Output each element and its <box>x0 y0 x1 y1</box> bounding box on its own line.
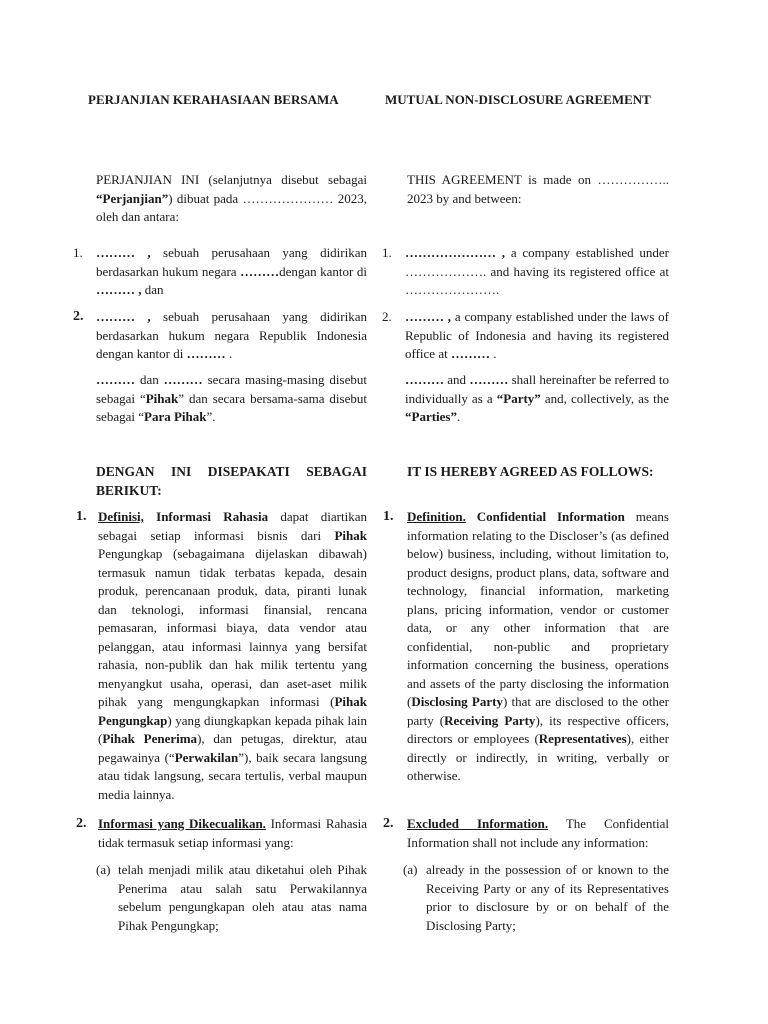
clause-text: ), its respective officers, directors or employees ( <box>407 712 669 746</box>
section-heading: Informasi yang Dikecualikan. <box>98 816 266 831</box>
defined-term: Pihak Penerima <box>102 731 198 746</box>
defined-term: Pihak Pengungkap <box>98 694 367 728</box>
party1-number: 1. <box>382 245 392 260</box>
clause-text: dan <box>141 282 164 297</box>
placeholder-dots: ……… <box>163 372 203 387</box>
clause-text: ), dan petugas, direktur, atau pegawainya (“ <box>98 731 368 765</box>
party1-english <box>405 244 669 300</box>
clause-text: . <box>456 409 461 424</box>
agreed-heading-english: IT IS HEREBY AGREED AS FOLLOWS: <box>407 464 654 479</box>
clause-text: . <box>225 346 233 361</box>
party2-english <box>405 308 669 364</box>
defined-term: Confidential Information <box>465 509 625 524</box>
defined-term: Para Pihak <box>144 409 207 424</box>
clause-text: means information relating to the Discloser’s (as defined below) business, including, without limitation to, product designs, product plans, data, software and technology, financial information, marketing plans, pricing information, vendor or customer data, or any other information that are confidential, non-public and proprietary information concerning the business, operations and assets of the party disclosing the information ( <box>407 509 669 709</box>
excluded-number: 2. <box>76 816 87 831</box>
clause-text: ”. <box>206 409 216 424</box>
section-heading: Excluded Information. <box>407 816 549 831</box>
clause-text: ” dan secara bersama-sama disebut sebagai “ <box>96 390 367 424</box>
clause-text: ”), baik secara langsung atau tidak langsung, secara tertulis, verbal maupun media lainnya. <box>98 749 368 802</box>
clause-text: dengan kantor di <box>279 263 367 279</box>
clause-text: and <box>444 372 470 387</box>
placeholder-dots: ……… , <box>96 309 151 324</box>
clause-text: . <box>489 346 497 361</box>
clause-text: ), either directly or indirectly, in writing, verbally or otherwise. <box>407 731 670 783</box>
excluded-a-indonesian: telah menjadi milik atau diketahui oleh Pihak Penerima atau salah satu Perwakilannya sebelum pengungkapan oleh atau atas nama Pihak Pengungkap; <box>118 862 367 933</box>
excluded-a-english: already in the possession of or known to the Receiving Party or any of its Representatives prior to disclosure by or on behalf of the Disclosing Party; <box>426 862 669 933</box>
clause-text: Informasi Rahasia tidak termasuk setiap informasi yang: <box>98 816 367 850</box>
title-english: MUTUAL NON-DISCLOSURE AGREEMENT <box>385 92 651 107</box>
agreed-heading-indonesian: DENGAN INI DISEPAKATI SEBAGAI BERIKUT: <box>96 464 367 498</box>
party1-indonesian <box>96 244 367 300</box>
clause-text: Pengungkap (sebagaimana dijelaskan dibawah) termasuk namun tidak terbatas kepada, desain produk, perencanaan produk, data, piranti lunak dan teknologi, informasi finansial, rencana pemasaran, informasi biaya, data vendor atau pelanggan, atau informasi lainnya yang bersifat rahasia, non-publik dan hak milik tertentu yang menyangkut usaha, operasi, dan aset-aset milik pihak yang mengungkapkan informasi ( <box>98 546 367 709</box>
section-heading: Definition. <box>407 509 466 524</box>
parties-definition-indonesian <box>96 371 367 427</box>
placeholder-dots: ……… , <box>96 282 142 297</box>
parties-definition-english <box>405 371 669 427</box>
clause-text: sebuah perusahaan yang didirikan berdasarkan hukum negara Republik Indonesia dengan kantor di <box>96 309 368 361</box>
party2-indonesian <box>96 308 367 364</box>
clause-text: shall hereinafter be referred to individually as a <box>405 372 669 406</box>
excluded-number: 2. <box>383 816 394 831</box>
placeholder-dots: ………………… , <box>405 245 506 260</box>
defined-term: Pihak <box>145 390 179 406</box>
placeholder-dots: ……… <box>96 372 135 387</box>
party2-number: 2. <box>73 309 84 324</box>
intro-text: PERJANJIAN INI (selanjutnya disebut sebagai <box>96 172 367 187</box>
party2-number: 2. <box>382 309 392 324</box>
intro-term: “Perjanjian” <box>96 190 169 206</box>
placeholder-dots: ……… <box>450 346 490 361</box>
clause-text: secara masing-masing disebut sebagai “ <box>96 372 367 406</box>
definition-number: 1. <box>383 509 394 524</box>
placeholder-dots: ……… <box>186 346 226 361</box>
placeholder-dots: ……… , <box>405 309 452 324</box>
clause-text: a company established under the laws of Republic of Indonesia and having its registered office at <box>405 309 670 361</box>
defined-term: Disclosing Party <box>411 694 503 709</box>
clause-text: and, collectively, as the <box>540 390 669 406</box>
subitem-label: (a) <box>403 862 418 877</box>
clause-text: dan <box>135 372 164 387</box>
excluded-indonesian <box>98 815 367 852</box>
clause-text: ) yang diungkapkan kepada pihak lain ( <box>98 712 367 746</box>
defined-term: “Party” <box>496 390 541 406</box>
party1-number: 1. <box>73 245 83 260</box>
intro-text: ) dibuat pada ………………… 2023, oleh dan antara: <box>96 190 367 224</box>
clause-text: sebuah perusahaan yang didirikan berdasarkan hukum negara <box>96 245 368 279</box>
section-heading: Definisi, <box>98 509 144 524</box>
clause-text: a company established under ………………. and having its registered office at …………………. <box>405 245 669 297</box>
intro-indonesian <box>96 171 367 227</box>
excluded-english <box>407 815 669 852</box>
definition-indonesian <box>98 508 367 804</box>
defined-term: Perwakilan <box>174 749 239 765</box>
subitem-label: (a) <box>96 862 111 877</box>
defined-term: Receiving Party <box>444 712 536 728</box>
placeholder-dots: ……… , <box>96 245 151 260</box>
placeholder-dots: ……… <box>240 263 280 279</box>
definition-number: 1. <box>76 509 87 524</box>
clause-text: The Confidential Information shall not include any information: <box>407 816 669 850</box>
definition-english <box>407 508 669 786</box>
intro-english: THIS AGREEMENT is made on …………….. 2023 by and between: <box>407 172 669 206</box>
placeholder-dots: ……… <box>405 372 444 387</box>
clause-text: ) that are disclosed to the other party ( <box>407 694 670 728</box>
defined-term: Pihak <box>334 527 367 543</box>
defined-term: Representatives <box>538 731 627 746</box>
placeholder-dots: ……… <box>469 372 509 387</box>
defined-term: Informasi Rahasia <box>143 509 269 524</box>
defined-term: “Parties” <box>405 409 457 424</box>
clause-text: dapat diartikan sebagai setiap informasi bisnis dari <box>98 509 367 543</box>
title-indonesian: PERJANJIAN KERAHASIAAN BERSAMA <box>88 92 339 107</box>
